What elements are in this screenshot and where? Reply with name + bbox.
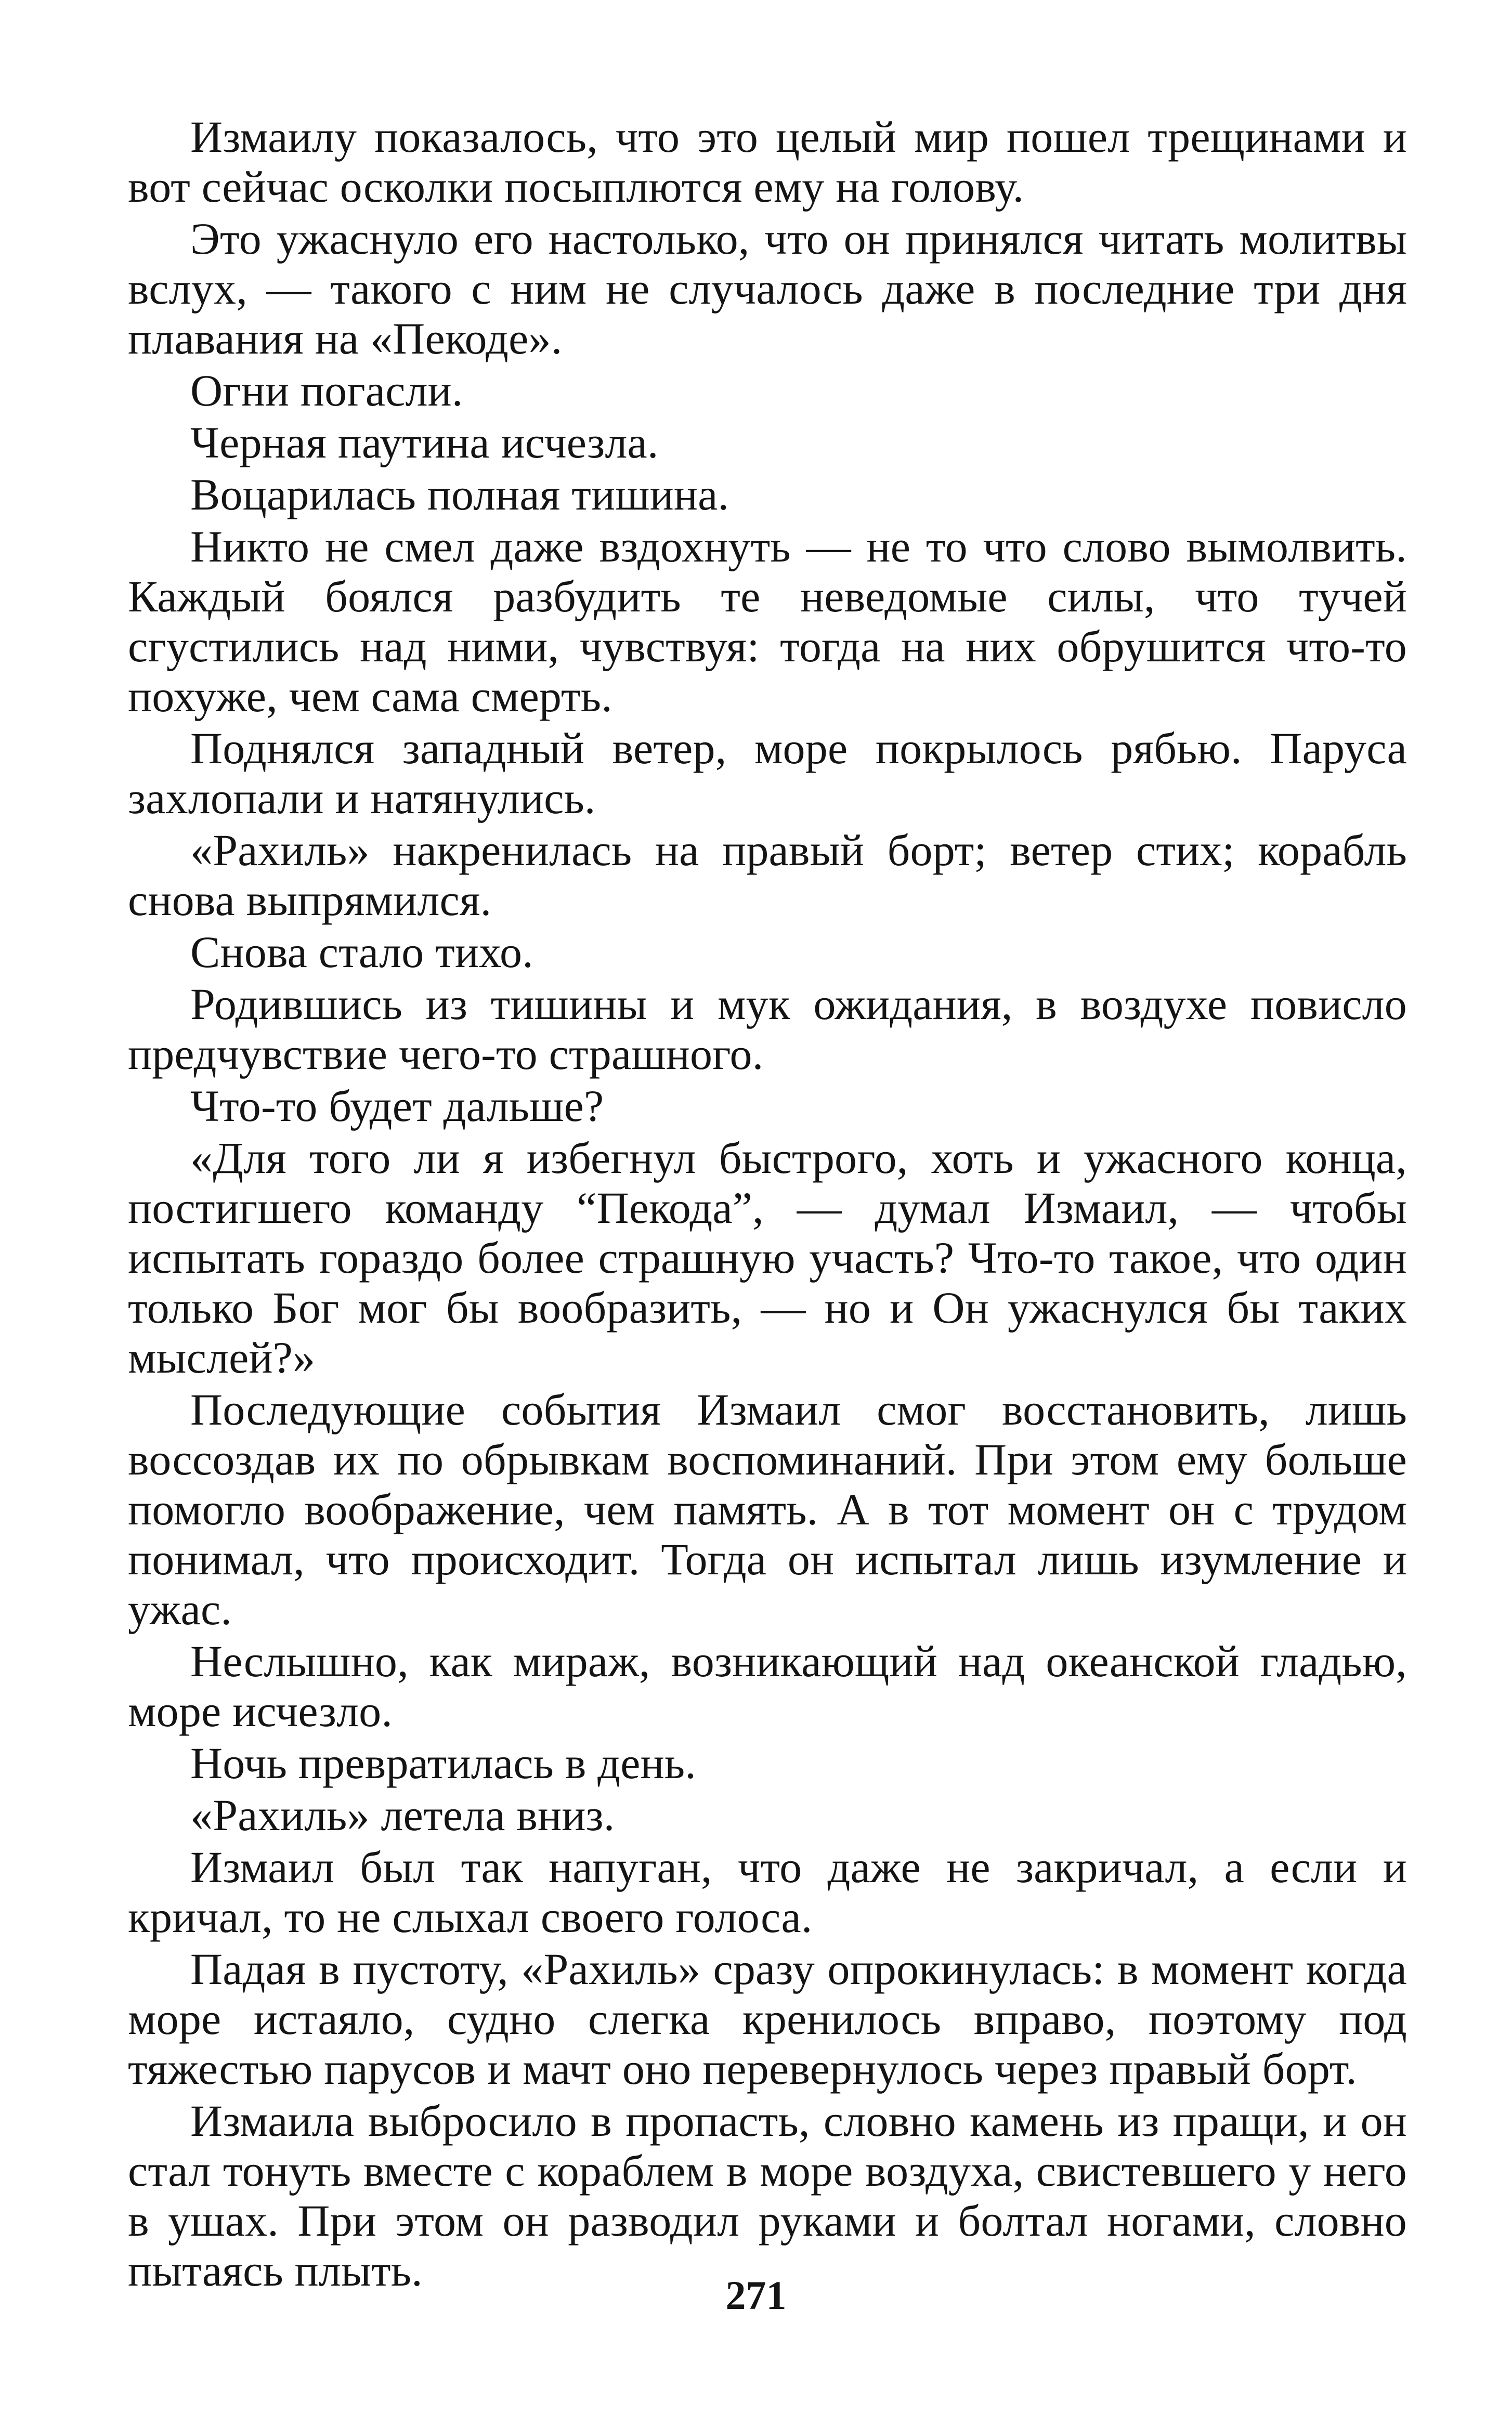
- paragraph: Это ужаснуло его настолько, что он принялся читать молитвы вслух, — такого с ним не случалось даже в последние три дня плавания на «Пекоде».: [128, 214, 1407, 363]
- paragraph: Огни погасли.: [190, 366, 463, 415]
- paragraph: «Рахиль» накренилась на правый борт; ветер стих; корабль снова выпрямился.: [128, 825, 1407, 925]
- page-body: [128, 112, 1407, 2295]
- paragraph: Что-то будет дальше?: [190, 1081, 604, 1131]
- paragraph: Ночь превратилась в день.: [190, 1738, 696, 1788]
- paragraph: Последующие события Измаил смог восстановить, лишь воссоздав их по обрывкам воспоминаний. При этом ему больше помогло воображение, чем память. А в тот момент он с трудом понимал, что происходит. Тогда он испытал лишь изумление и ужас.: [128, 1385, 1407, 1634]
- paragraph: Падая в пустоту, «Рахиль» сразу опрокинулась: в момент когда море истаяло, судно слегка кренилось вправо, поэтому под тяжестью парусов и мачт оно перевернулось через правый борт.: [128, 1944, 1407, 2094]
- paragraph: Неслышно, как мираж, возникающий над океанской гладью, море исчезло.: [128, 1636, 1407, 1736]
- paragraph: Никто не смел даже вздохнуть — не то что слово вымолвить. Каждый боялся разбудить те неведомые силы, что тучей сгустились над ними, чувствуя: тогда на них обрушится что-то похуже, чем сама смерть.: [128, 521, 1407, 721]
- paragraph: Родившись из тишины и мук ожидания, в воздухе повисло предчувствие чего-то страшного.: [128, 979, 1407, 1079]
- paragraph: Черная паутина исчезла.: [190, 417, 659, 467]
- paragraph: Измаила выбросило в пропасть, словно камень из пращи, и он стал тонуть вместе с кораблем в море воздуха, свистевшего у него в ушах. При этом он разводил руками и болтал ногами, словно пытаясь плыть.: [128, 2096, 1407, 2295]
- page-number: 271: [725, 2273, 787, 2318]
- paragraph: Поднялся западный ветер, море покрылось рябью. Паруса захлопали и натянулись.: [128, 723, 1407, 823]
- paragraph: «Рахиль» летела вниз.: [190, 1790, 615, 1840]
- paragraph: Измаилу показалось, что это целый мир пошел трещинами и вот сейчас осколки посыплются ему на голову.: [128, 112, 1407, 212]
- paragraph: Измаил был так напуган, что даже не закричал, а если и кричал, то не слыхал своего голоса.: [128, 1842, 1407, 1942]
- paragraph: «Для того ли я избегнул быстрого, хоть и ужасного конца, постигшего команду “Пекода”, — думал Измаил, — чтобы испытать гораздо более страшную участь? Что-то такое, что один только Бог мог бы вообразить, — но и Он ужаснулся бы таких мыслей?»: [128, 1133, 1407, 1382]
- paragraph: Снова стало тихо.: [190, 927, 533, 977]
- paragraph: Воцарилась полная тишина.: [190, 469, 729, 519]
